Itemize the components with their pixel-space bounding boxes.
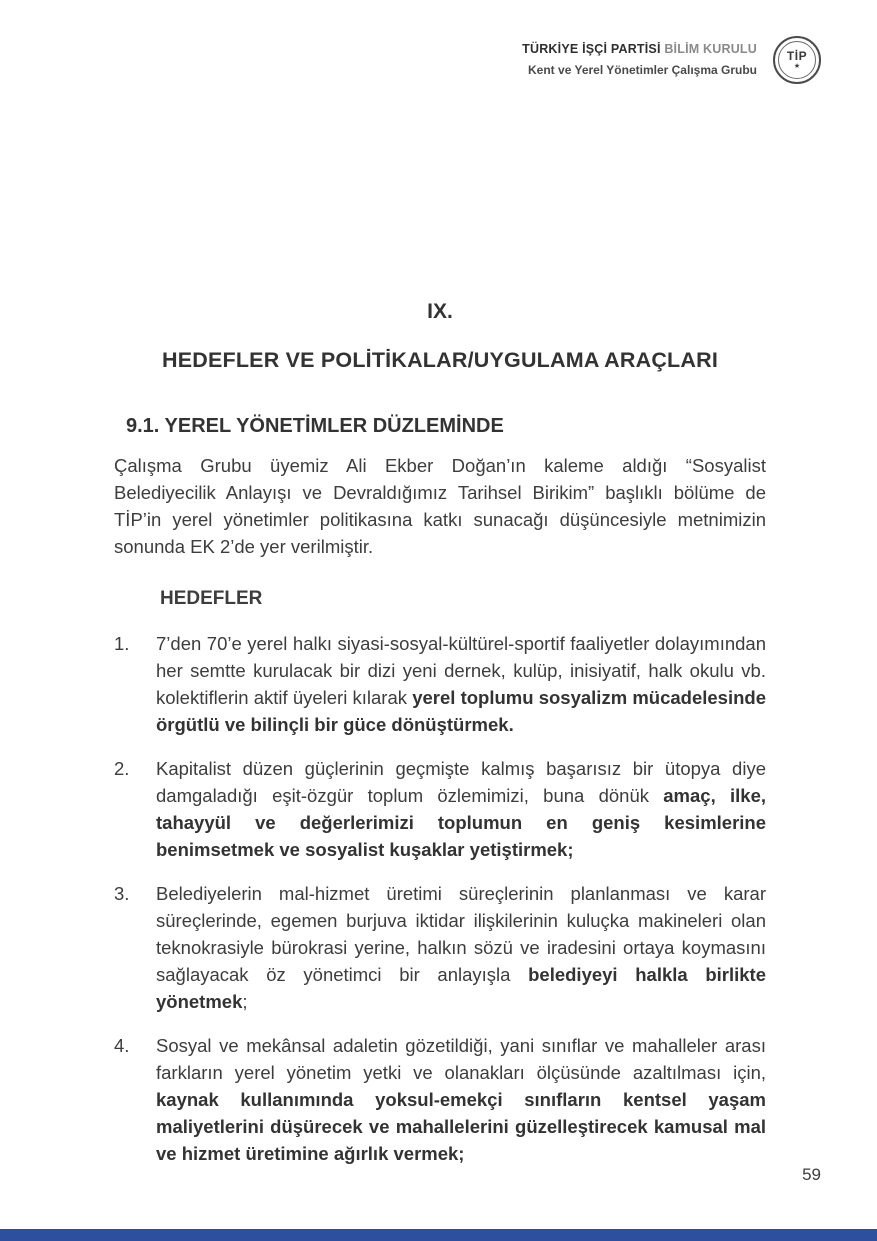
goal-number: 4. [114, 1035, 130, 1056]
bottom-accent-bar [0, 1229, 877, 1241]
chapter-number: IX. [427, 300, 453, 323]
goal-text: Belediyelerin mal-hizmet üretimi süreçlerinin planlanması ve karar süreçlerinde, egemen burjuva iktidar ilişkilerinin kuluçka makineleri olan teknokrasiyle bürokrasi yerine, halkın sözü ve iradesini ortaya koymasını sağlayacak öz yönetimci bir anlayışla belediyeyi halkla birlikte yönetmek; [156, 883, 766, 1012]
tip-logo-inner [778, 41, 816, 79]
goals-heading: HEDEFLER [160, 588, 263, 609]
org-line [522, 40, 757, 59]
page-header [522, 36, 821, 84]
section-title: 9.1. YEREL YÖNETİMLER DÜZLEMİNDE [126, 415, 504, 437]
goal-item [114, 880, 766, 1015]
chapter-title: HEDEFLER VE POLİTİKALAR/UYGULAMA ARAÇLARI [161, 348, 719, 372]
org-board: BİLİM KURULU [660, 42, 757, 57]
working-group-subtitle: Kent ve Yerel Yönetimler Çalışma Grubu [528, 63, 757, 78]
tip-logo-icon [773, 36, 821, 84]
goals-list [114, 630, 766, 1167]
goal-text: Kapitalist düzen güçlerinin geçmişte kalmış başarısız bir ütopya diye damgaladığı eşit-özgür toplum özlemimizi, buna dönük amaç, ilke, tahayyül ve değerlerimizi toplumun en geniş kesimlerine benimsetmek ve sosyalist kuşaklar yetiştirmek; [156, 758, 766, 860]
goal-item [114, 1032, 766, 1167]
goal-item [114, 630, 766, 738]
main-content [114, 300, 766, 1167]
org-name: TÜRKİYE İŞÇİ PARTİSİ [522, 42, 661, 57]
goal-text: Sosyal ve mekânsal adaletin gözetildiği, yani sınıflar ve mahalleler arası farkların yerel yönetim yetki ve olanakları ölçüsünde azaltılması için, kaynak kullanımında yoksul-emekçi sınıfların kentsel yaşam maliyetlerini düşürecek ve mahallelerini güzelleştirecek kamusal mal ve hizmet üretimine ağırlık vermek; [156, 1035, 766, 1164]
tip-logo-text: TİP [786, 49, 808, 63]
goal-number: 2. [114, 758, 130, 779]
goal-text: 7’den 70’e yerel halkı siyasi-sosyal-kültürel-sportif faaliyetler dolayımından her semtte kurulacak bir dizi yeni dernek, kulüp, inisiyatif, halk okulu vb. kolektiflerin aktif üyeleri kılarak yerel toplumu sosyalizm mücadelesinde örgütlü ve bilinçli bir güce dönüştürmek. [156, 633, 766, 735]
goal-number: 3. [114, 883, 130, 904]
page-number: 59 [802, 1165, 821, 1184]
header-text [522, 40, 757, 80]
star-icon: ★ [793, 63, 801, 70]
goal-item [114, 755, 766, 863]
goal-number: 1. [114, 633, 130, 654]
intro-paragraph: Çalışma Grubu üyemiz Ali Ekber Doğan’ın kaleme aldığı “Sosyalist Belediyecilik Anlayışı ve Devraldığımız Tarihsel Birikim” başlıklı bölüme de TİP’in yerel yönetimler politikasına katkı sunacağı düşüncesiyle metnimizin sonunda EK 2’de yer verilmiştir. [114, 455, 766, 557]
